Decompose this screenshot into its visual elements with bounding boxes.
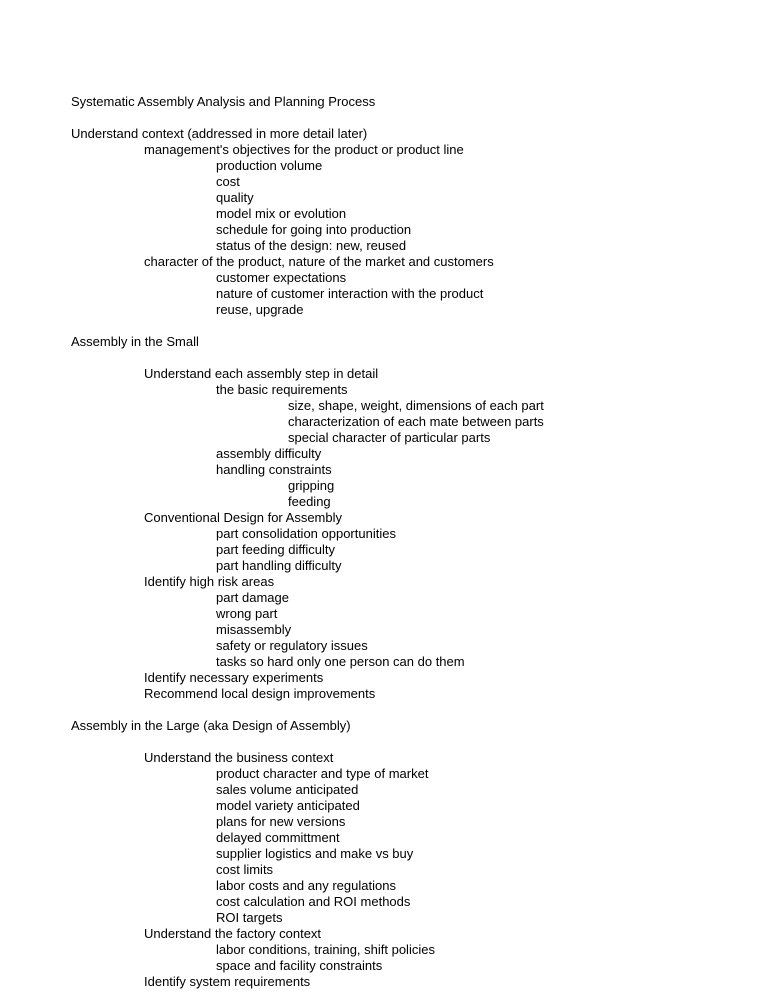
outline-item-level-2: labor costs and any regulations bbox=[216, 878, 396, 893]
outline-item-level-2: safety or regulatory issues bbox=[216, 638, 368, 653]
outline-item-level-2: assembly difficulty bbox=[216, 446, 322, 461]
outline-item-level-1: Conventional Design for Assembly bbox=[144, 510, 342, 525]
outline-item-level-1: Recommend local design improvements bbox=[144, 686, 376, 701]
outline-item-level-2: product character and type of market bbox=[216, 766, 429, 781]
outline-item-level-2: status of the design: new, reused bbox=[216, 238, 407, 253]
outline-item-level-1: Identify necessary experiments bbox=[144, 670, 324, 685]
outline-item-level-2: supplier logistics and make vs buy bbox=[216, 846, 414, 861]
outline-item-level-2: handling constraints bbox=[216, 462, 332, 477]
outline-item-level-3: characterization of each mate between parts bbox=[288, 414, 544, 429]
outline-item-level-2: schedule for going into production bbox=[216, 222, 412, 237]
outline-item-level-1: character of the product, nature of the market and customers bbox=[144, 254, 494, 269]
outline-item-level-2: production volume bbox=[216, 158, 323, 173]
outline-item-level-2: model variety anticipated bbox=[216, 798, 360, 813]
outline-item-level-2: sales volume anticipated bbox=[216, 782, 359, 797]
outline-item-level-3: size, shape, weight, dimensions of each part bbox=[288, 398, 544, 413]
section-heading: Understand context (addressed in more detail later) bbox=[71, 126, 368, 141]
outline-item-level-2: nature of customer interaction with the product bbox=[216, 286, 484, 301]
outline-item-level-3: feeding bbox=[288, 494, 331, 509]
outline-item-level-2: model mix or evolution bbox=[216, 206, 347, 221]
outline-item-level-2: part feeding difficulty bbox=[216, 542, 335, 557]
outline-item-level-1: Understand the factory context bbox=[144, 926, 322, 941]
outline-item-level-2: part consolidation opportunities bbox=[216, 526, 396, 541]
outline-item-level-2: part damage bbox=[216, 590, 289, 605]
outline-item-level-2: the basic requirements bbox=[216, 382, 348, 397]
document-title: Systematic Assembly Analysis and Planning Process bbox=[71, 94, 376, 109]
outline-item-level-1: management's objectives for the product or product line bbox=[144, 142, 464, 157]
outline-item-level-1: Identify system requirements bbox=[144, 974, 311, 989]
outline-item-level-1: Understand the business context bbox=[144, 750, 334, 765]
outline-item-level-2: tasks so hard only one person can do them bbox=[216, 654, 465, 669]
outline-item-level-2: cost limits bbox=[216, 862, 274, 877]
outline-item-level-2: ROI targets bbox=[216, 910, 283, 925]
outline-item-level-2: space and facility constraints bbox=[216, 958, 383, 973]
outline-item-level-2: customer expectations bbox=[216, 270, 347, 285]
outline-item-level-1: Identify high risk areas bbox=[144, 574, 275, 589]
outline-item-level-2: reuse, upgrade bbox=[216, 302, 304, 317]
section-heading: Assembly in the Large (aka Design of Assembly) bbox=[71, 718, 351, 733]
outline-item-level-2: misassembly bbox=[216, 622, 292, 637]
outline-item-level-1: Understand each assembly step in detail bbox=[144, 366, 379, 381]
outline-item-level-2: plans for new versions bbox=[216, 814, 346, 829]
section-heading: Assembly in the Small bbox=[71, 334, 199, 349]
outline-item-level-3: gripping bbox=[288, 478, 335, 493]
outline-item-level-2: delayed committment bbox=[216, 830, 340, 845]
outline-item-level-2: quality bbox=[216, 190, 254, 205]
outline-item-level-3: special character of particular parts bbox=[288, 430, 491, 445]
outline-item-level-2: wrong part bbox=[216, 606, 278, 621]
outline-item-level-2: part handling difficulty bbox=[216, 558, 342, 573]
outline-item-level-2: labor conditions, training, shift policies bbox=[216, 942, 435, 957]
outline-item-level-2: cost calculation and ROI methods bbox=[216, 894, 411, 909]
outline-item-level-2: cost bbox=[216, 174, 240, 189]
